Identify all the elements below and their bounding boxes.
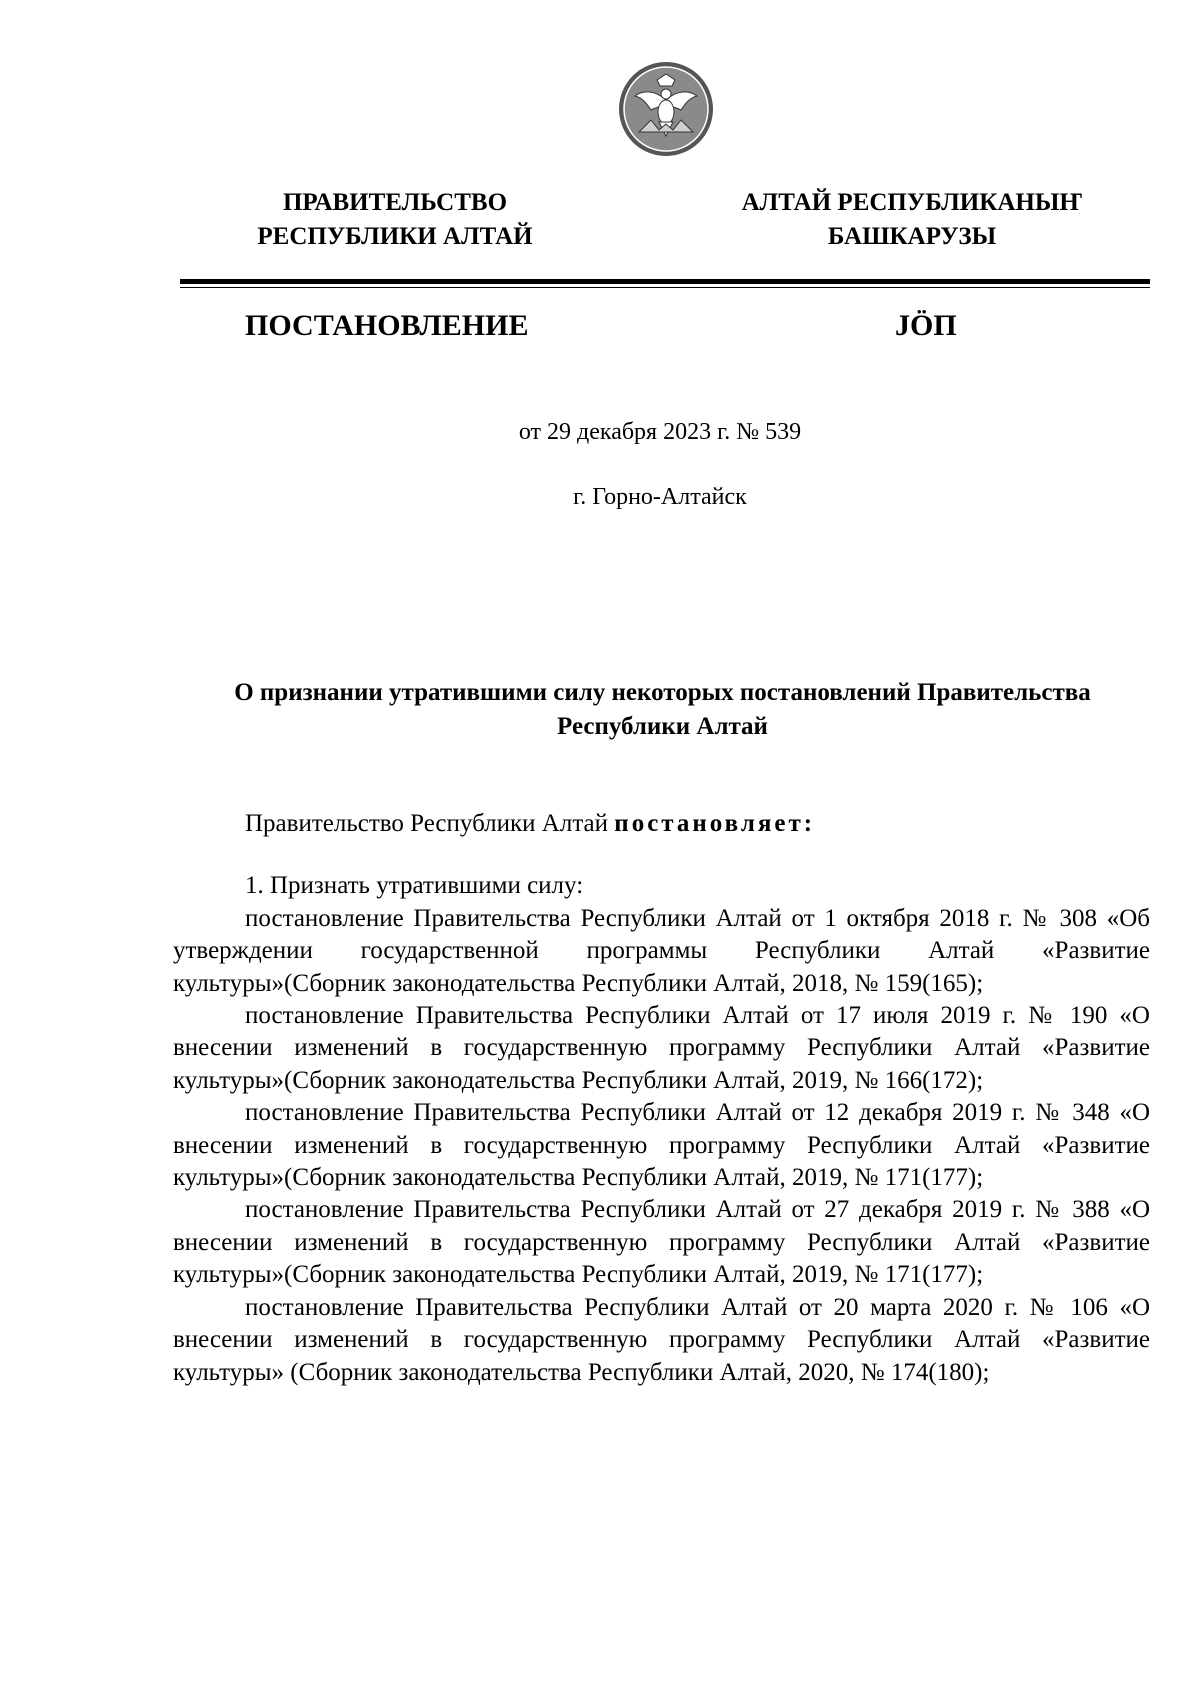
coat-of-arms-icon	[617, 60, 715, 158]
item-paragraph: постановление Правительства Республики Алтай от 17 июля 2019 г. № 190 «О внесении изменений в государственную программу Республики Алтай «Развитие культуры»(Сборник законодательства Республики Алтай, 2019, № 166(172);	[173, 1002, 1150, 1094]
document-date-number: от 29 декабря 2023 г. № 539	[518, 419, 802, 445]
item-paragraph: постановление Правительства Республики Алтай от 27 декабря 2019 г. № 388 «О внесении изменений в государственную программу Республики Алтай «Развитие культуры»(Сборник законодательства Республики Алтай, 2019, № 171(177);	[173, 1196, 1150, 1289]
title-line2: Республики Алтай	[557, 713, 768, 740]
intro-emphasis: постановляет:	[614, 810, 816, 837]
intro-paragraph	[173, 808, 1150, 840]
item-paragraph: постановление Правительства Республики Алтай от 12 декабря 2019 г. № 348 «О внесении изменений в государственную программу Республики Алтай «Развитие культуры»(Сборник законодательства Республики Алтай, 2019, № 171(177);	[173, 1099, 1150, 1192]
doc-type-ru: ПОСТАНОВЛЕНИЕ	[245, 309, 529, 342]
header-divider-thick	[180, 279, 1150, 284]
header-divider-thin	[180, 287, 1150, 288]
document-title	[175, 676, 1150, 744]
item-paragraph: постановление Правительства Республики Алтай от 1 октября 2018 г. № 308 «Об утверждении государственной программы Республики Алтай «Развитие культуры»(Сборник законодательства Республики Алтай, 2018, № 159(165);	[173, 904, 1150, 997]
doc-type-alt: JӦП	[895, 309, 957, 342]
government-name-ru	[205, 186, 585, 254]
header-right-line2: БАШКАРУЗЫ	[827, 223, 997, 250]
intro-text: Правительство Республики Алтай	[245, 810, 615, 837]
government-name-alt	[722, 186, 1102, 254]
header-right-line1: АЛТАЙ РЕСПУБЛИКАНЫҤ	[741, 189, 1083, 216]
document-city: г. Горно-Алтайск	[573, 484, 747, 510]
header-left-line2: РЕСПУБЛИКИ АЛТАЙ	[257, 223, 533, 250]
title-line1: О признании утратившими силу некоторых постановлений Правительства	[234, 679, 1091, 706]
header-left-line1: ПРАВИТЕЛЬСТВО	[282, 189, 508, 216]
document-body	[173, 808, 1150, 1389]
item-paragraph: постановление Правительства Республики Алтай от 20 марта 2020 г. № 106 «О внесении изменений в государственную программу Республики Алтай «Развитие культуры» (Сборник законодательства Республики Алтай, 2020, № 174(180);	[173, 1293, 1150, 1386]
item-paragraph: 1. Признать утратившими силу:	[245, 872, 584, 900]
